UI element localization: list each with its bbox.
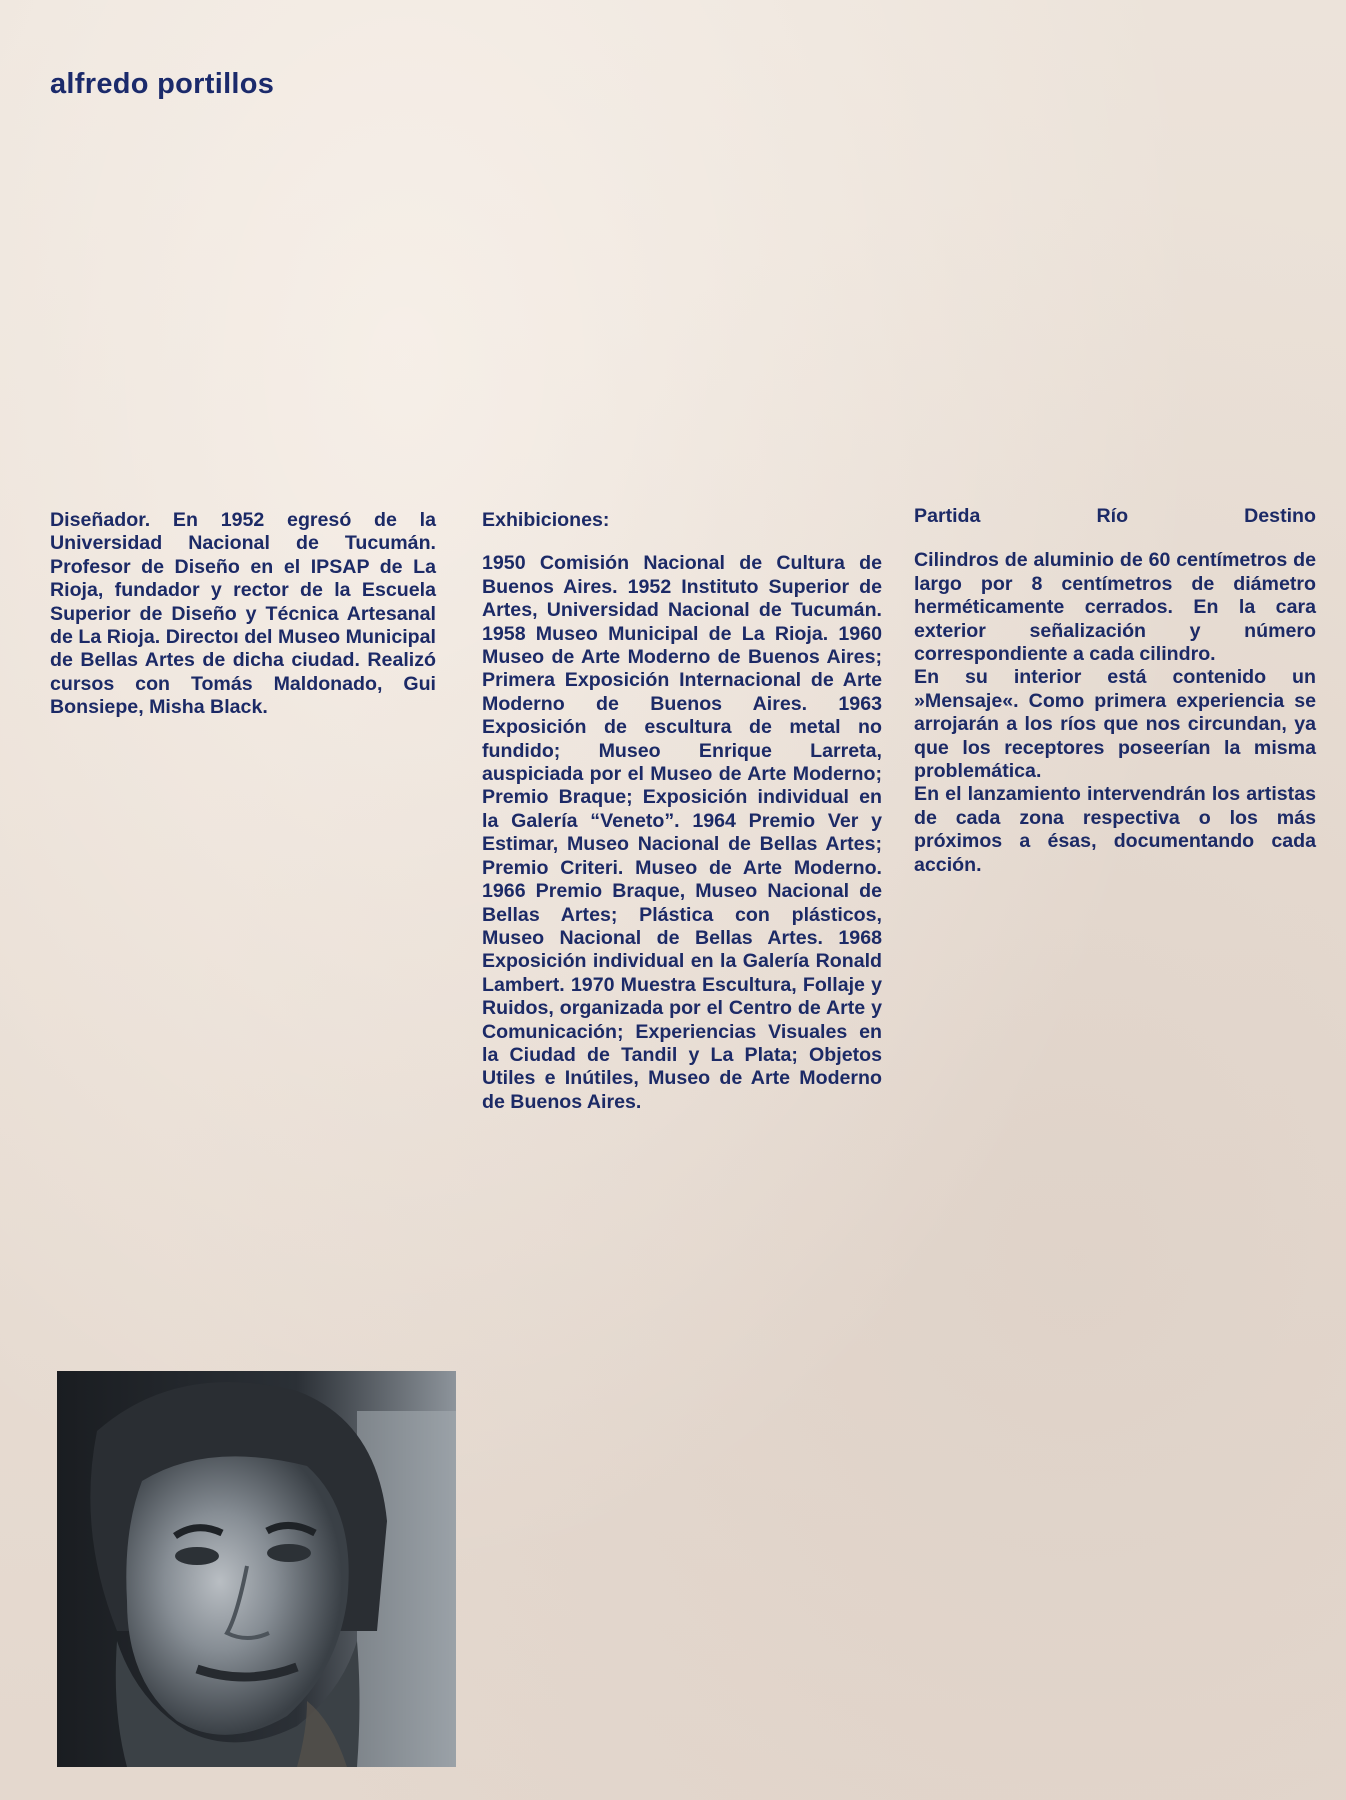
heading-partida: Partida [914, 505, 981, 527]
project-headings [914, 505, 1316, 528]
portrait-illustration [57, 1371, 456, 1767]
project-paragraph-2: En su interior está contenido un »Mensaje«. Como primera experiencia se arrojarán a los ríos que nos circundan, ya que los receptores poseerían la misma problemática. [914, 666, 1316, 783]
artist-portrait-photo [57, 1371, 456, 1767]
heading-rio: Río [1096, 505, 1129, 527]
biography-text: Diseñador. En 1952 egresó de la Universidad Nacional de Tucumán. Profesor de Diseño en el IPSAP de La Rioja, fundador y rector de la Escuela Superior de Diseño y Técnica Artesanal de La Rioja. Directoı del Museo Municipal de Bellas Artes de dicha ciudad. Realizó cursos con Tomás Maldonado, Gui Bonsiepe, Misha Black. [50, 509, 436, 719]
exhibitions-heading: Exhibiciones: [482, 509, 610, 531]
exhibitions-column [482, 509, 882, 1114]
project-paragraph-1: Cilindros de aluminio de 60 centímetros de largo por 8 centímetros de diámetro herméticamente cerrados. En la cara exterior señalización y número correspondiente a cada cilindro. [914, 549, 1316, 666]
exhibitions-text: 1950 Comisión Nacional de Cultura de Buenos Aires. 1952 Instituto Superior de Artes, Universidad Nacional de Tucumán. 1958 Museo Municipal de La Rioja. 1960 Museo de Arte Moderno de Buenos Aires; Primera Exposición Internacional de Arte Moderno de Buenos Aires. 1963 Exposición de escultura de metal no fundido; Museo Enrique Larreta, auspiciada por el Museo de Arte Moderno; Premio Braque; Exposición individual en la Galería “Veneto”. 1964 Premio Ver y Estimar, Museo Nacional de Bellas Artes; Premio Criteri. Museo de Arte Moderno. 1966 Premio Braque, Museo Nacional de Bellas Artes; Plástica con plásticos, Museo Nacional de Bellas Artes. 1968 Exposición individual en la Galería Ronald Lambert. 1970 Muestra Escultura, Follaje y Ruidos, organizada por el Centro de Arte y Comunicación; Experiencias Visuales en la Ciudad de Tandil y La Plata; Objetos Utiles e Inútiles, Museo de Arte Moderno de Buenos Aires. [482, 552, 882, 1113]
artist-name-title: alfredo portillos [50, 68, 275, 100]
project-paragraph-3: En el lanzamiento intervendrán los artistas de cada zona respectiva o los más próximos a ésas, documentando cada acción. [914, 783, 1316, 876]
heading-destino: Destino [1244, 505, 1316, 527]
biography-column [50, 509, 436, 720]
project-column [914, 505, 1316, 877]
